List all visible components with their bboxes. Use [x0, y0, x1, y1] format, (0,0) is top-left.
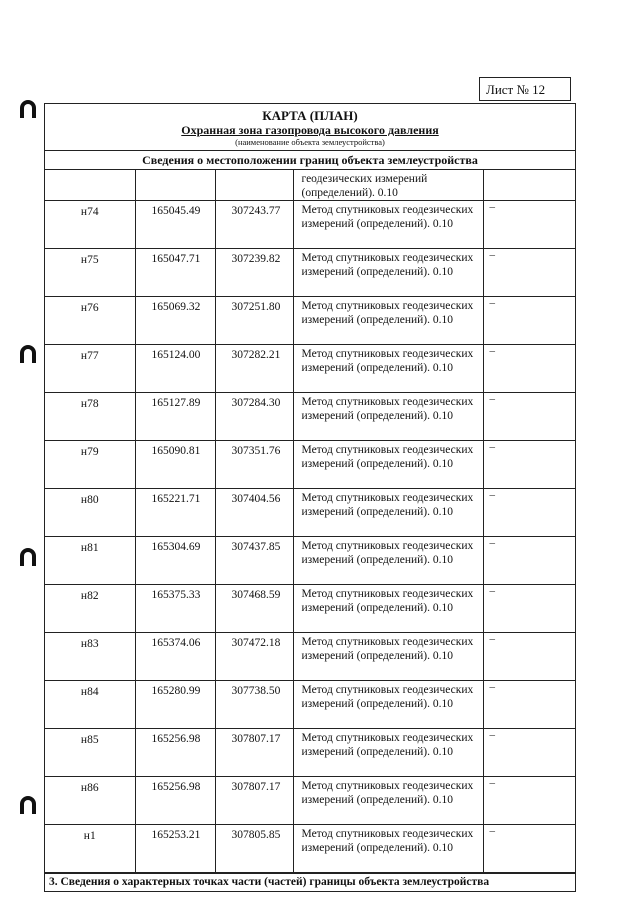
- x-coordinate-cell: 165090.81: [135, 441, 215, 489]
- point-name-cell: н79: [45, 441, 135, 489]
- x-coordinate-cell: 165127.89: [135, 393, 215, 441]
- x-coordinate-cell: 165047.71: [135, 249, 215, 297]
- method-cell: Метод спутниковых геодезических измерений (определений). 0.10: [293, 729, 483, 777]
- y-coordinate-cell: 307738.50: [215, 681, 293, 729]
- method-cell: Метод спутниковых геодезических измерений (определений). 0.10: [293, 537, 483, 585]
- y-coordinate-cell: 307472.18: [215, 633, 293, 681]
- method-cell: Метод спутниковых геодезических измерений (определений). 0.10: [293, 249, 483, 297]
- extra-cell: –: [483, 729, 575, 777]
- x-coordinate-cell: 165253.21: [135, 825, 215, 873]
- x-coordinate-cell: 165280.99: [135, 681, 215, 729]
- point-name-cell: н83: [45, 633, 135, 681]
- table-row: [45, 825, 575, 873]
- punch-hole-mark: [20, 796, 36, 814]
- object-name: Охранная зона газопровода высокого давления: [181, 123, 439, 137]
- extra-cell: –: [483, 537, 575, 585]
- y-coordinate-cell: 307805.85: [215, 825, 293, 873]
- table-row: [45, 297, 575, 345]
- extra-cell: –: [483, 585, 575, 633]
- x-coordinate-cell: 165069.32: [135, 297, 215, 345]
- footer-section-title: 3. Сведения о характерных точках части (частей) границы объекта землеустройства: [45, 873, 575, 891]
- method-cell: Метод спутниковых геодезических измерений (определений). 0.10: [293, 681, 483, 729]
- table-row: [45, 681, 575, 729]
- point-name-cell: н82: [45, 585, 135, 633]
- punch-hole-mark: [20, 100, 36, 118]
- point-name-cell: н84: [45, 681, 135, 729]
- y-coordinate-cell: 307243.77: [215, 201, 293, 249]
- table-row-continuation: [45, 170, 575, 201]
- extra-cell: –: [483, 393, 575, 441]
- point-name-cell: н81: [45, 537, 135, 585]
- x-coordinate-cell: 165304.69: [135, 537, 215, 585]
- y-coordinate-cell: 307807.17: [215, 729, 293, 777]
- point-name-cell: н85: [45, 729, 135, 777]
- sheet-number: Лист № 12: [479, 77, 571, 101]
- section-title: Сведения о местоположении границ объекта землеустройства: [45, 150, 575, 169]
- extra-cell: –: [483, 825, 575, 873]
- punch-hole-mark: [20, 548, 36, 566]
- x-coordinate-cell: 165256.98: [135, 729, 215, 777]
- method-cell: Метод спутниковых геодезических измерений (определений). 0.10: [293, 441, 483, 489]
- document-header: [45, 104, 575, 150]
- y-coordinate-cell: 307437.85: [215, 537, 293, 585]
- x-coordinate-cell: 165045.49: [135, 201, 215, 249]
- point-name-cell: н75: [45, 249, 135, 297]
- extra-cell: –: [483, 441, 575, 489]
- method-cell: Метод спутниковых геодезических измерений (определений). 0.10: [293, 633, 483, 681]
- extra-cell: –: [483, 777, 575, 825]
- y-coordinate-cell: 307251.80: [215, 297, 293, 345]
- table-row: [45, 633, 575, 681]
- point-name-cell: н78: [45, 393, 135, 441]
- table-row: [45, 585, 575, 633]
- extra-cell: –: [483, 681, 575, 729]
- x-coordinate-cell: 165124.00: [135, 345, 215, 393]
- table-row: [45, 441, 575, 489]
- x-coordinate-cell: 165256.98: [135, 777, 215, 825]
- table-row: [45, 777, 575, 825]
- table-row: [45, 249, 575, 297]
- y-coordinate-cell: 307351.76: [215, 441, 293, 489]
- document-frame: [44, 103, 576, 892]
- punch-hole-mark: [20, 345, 36, 363]
- x-coordinate-cell: 165374.06: [135, 633, 215, 681]
- method-cell: Метод спутниковых геодезических измерений (определений). 0.10: [293, 297, 483, 345]
- point-name-cell: н77: [45, 345, 135, 393]
- method-cell: Метод спутниковых геодезических измерений (определений). 0.10: [293, 393, 483, 441]
- extra-cell: –: [483, 633, 575, 681]
- x-coordinate-cell: 165221.71: [135, 489, 215, 537]
- y-coordinate-cell: 307239.82: [215, 249, 293, 297]
- method-cell: Метод спутниковых геодезических измерений (определений). 0.10: [293, 345, 483, 393]
- table-row: [45, 393, 575, 441]
- point-name-cell: н86: [45, 777, 135, 825]
- table-row: [45, 201, 575, 249]
- extra-cell: –: [483, 249, 575, 297]
- table-row: [45, 345, 575, 393]
- point-name-cell: н76: [45, 297, 135, 345]
- y-coordinate-cell: 307282.21: [215, 345, 293, 393]
- table-row: [45, 489, 575, 537]
- method-cell: Метод спутниковых геодезических измерений (определений). 0.10: [293, 777, 483, 825]
- extra-cell: –: [483, 201, 575, 249]
- y-coordinate-cell: 307284.30: [215, 393, 293, 441]
- extra-cell: –: [483, 345, 575, 393]
- coordinates-table: [45, 169, 575, 873]
- object-caption: (наименование объекта землеустройства): [235, 137, 385, 147]
- document-title: КАРТА (ПЛАН): [262, 108, 358, 123]
- extra-cell: –: [483, 297, 575, 345]
- method-cell: Метод спутниковых геодезических измерений (определений). 0.10: [293, 585, 483, 633]
- extra-cell: –: [483, 489, 575, 537]
- method-cell: геодезических измерений (определений). 0.10: [293, 170, 483, 201]
- table-row: [45, 729, 575, 777]
- y-coordinate-cell: 307807.17: [215, 777, 293, 825]
- method-cell: Метод спутниковых геодезических измерений (определений). 0.10: [293, 825, 483, 873]
- table-row: [45, 537, 575, 585]
- x-coordinate-cell: 165375.33: [135, 585, 215, 633]
- method-cell: Метод спутниковых геодезических измерений (определений). 0.10: [293, 489, 483, 537]
- point-name-cell: н1: [45, 825, 135, 873]
- y-coordinate-cell: 307468.59: [215, 585, 293, 633]
- point-name-cell: н80: [45, 489, 135, 537]
- point-name-cell: н74: [45, 201, 135, 249]
- y-coordinate-cell: 307404.56: [215, 489, 293, 537]
- method-cell: Метод спутниковых геодезических измерений (определений). 0.10: [293, 201, 483, 249]
